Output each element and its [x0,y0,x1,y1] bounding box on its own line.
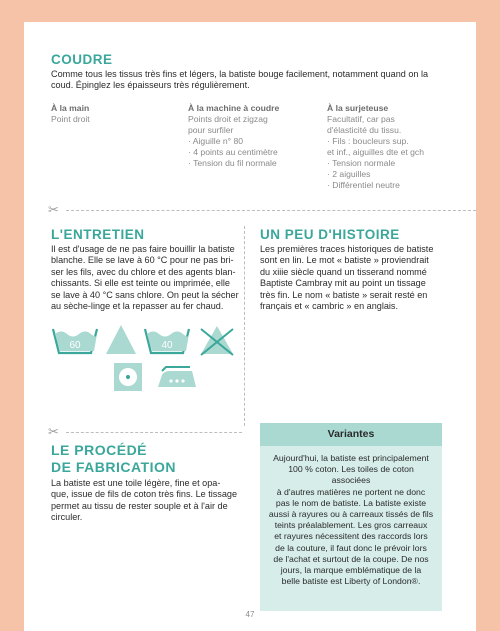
text-line: très fin. Le nom « batiste » serait resté en [260,289,428,300]
wash-40-icon [145,329,189,353]
coudre-col-main [51,103,176,125]
col-main-head: À la main [51,103,90,113]
col-machine-line: · Tension du fil normale [188,158,277,168]
text-line: La batiste est une toile légère, fine et opa- [51,478,221,488]
text-line: et rayures nécessitent des raccords lors [274,531,428,542]
col-surjeteuse-line: d'élasticité du tissu. [327,125,402,135]
text-line: se lave à 40 °C sans chlore. On peut la sécher [51,289,239,300]
text-line: Il est d'usage de ne pas faire bouillir la batiste [51,244,235,254]
page [24,22,476,631]
text-line: au sèche-linge et la repasser au fer chaud. [51,301,224,312]
text-line: de la couture, il faut donc le prévoir lors [275,542,427,553]
text-line: français et « cambric » en anglais. [260,301,398,312]
col-surjeteuse-line: · Différentiel neutre [327,180,400,190]
scissors-icon: ✂ [48,424,59,439]
col-machine-line: · Aiguille n° 80 [188,136,244,146]
text-line: blanche. Elle se lave à 60 °C pour ne pas bri- [51,255,234,266]
iron-icon [158,367,196,387]
text-line: aussi à rayures ou à carreaux tissés de fils [268,509,434,520]
col-surjeteuse-line: Facultatif, car pas [327,114,395,124]
coudre-title: COUDRE [51,52,113,67]
histoire-text [260,244,455,312]
scissors-icon: ✂ [48,202,59,217]
wash-60-label: 60 [69,340,81,351]
col-machine-head: À la machine à coudre [188,103,280,113]
text-line: sont en lin. Le mot « batiste » proviendrait [260,255,429,266]
text-line: du xiiie siècle quand un tisserand nommé [260,266,427,277]
text-line: Aujourd'hui, la batiste est principalement [273,453,429,463]
page-number: 47 [245,610,255,619]
entretien-text [51,244,241,312]
wash-60-icon [53,329,97,353]
text-line: permet au tissu de rester souple et à l'air de [51,500,228,511]
variantes-title: Variantes [260,423,442,446]
col-surjeteuse-line: · Tension normale [327,158,396,168]
variantes-text [268,453,434,587]
wash-40-label: 40 [161,340,173,351]
col-machine-line: Points droit et zigzag [188,114,268,124]
col-machine-line: · 4 points au centimètre [188,147,278,157]
text-line: chissants. Si elle est teinte ou imprimée, elle [51,278,230,289]
procede-title-line: DE FABRICATION [51,459,176,475]
divider-line [66,210,476,211]
text-line: belle batiste est Liberty of London®. [281,576,421,587]
text-line: 100 % coton. Les toiles de coton associées [288,464,414,486]
text-line: pas le nom de batiste. La batiste existe [275,497,427,508]
text-line: circuler. [51,512,83,523]
text-line: ser les fils, avec du chlore et des agents blan- [51,266,236,277]
col-surjeteuse-line: · 2 aiguilles [327,169,371,179]
col-machine-line: pour surfiler [188,125,234,135]
divider-line [66,432,242,433]
text-line: Baptiste Cambray mit au point un tissage [260,278,426,289]
coudre-col-surjeteuse [327,103,467,191]
text-line: que, issue de fils de coton très fins. Le tissage [51,489,238,500]
text-line: Les premières traces historiques de batiste [260,244,434,254]
entretien-title: L'ENTRETIEN [51,227,145,242]
text-line: teints préalablement. Les gros carreaux [274,520,428,531]
coudre-intro: Comme tous les tissus très fins et légers, la batiste bouge facilement, notamment quand on la coud. Épinglez les épaisseurs très régulièrement. [51,69,429,91]
procede-title-line: LE PROCÉDÉ [51,442,148,458]
text-line: jours, la marque emblématique de la [280,565,422,576]
text-line: à d'autres matières ne portent ne donc [276,486,426,497]
care-icons-row2 [112,361,202,395]
no-bleach-icon [201,326,233,355]
variantes-box [260,423,442,611]
col-surjeteuse-line: et inf., aiguilles dte et gch [327,147,424,157]
col-surjeteuse-line: · Fils : boucleurs sup. [327,136,409,146]
procede-text [51,478,241,524]
histoire-title: UN PEU D'HISTOIRE [260,227,400,242]
care-icons-row1 [51,323,237,357]
coudre-col-machine [188,103,318,169]
bleach-icon [106,325,136,354]
text-line: de l'achat et surtout de la coupe. De nos [273,553,429,564]
col-main-line: Point droit [51,114,90,124]
col-surjeteuse-head: À la surjeteuse [327,103,389,113]
divider-line [244,226,245,426]
procede-title [51,442,176,476]
tumble-dry-icon [114,363,142,391]
